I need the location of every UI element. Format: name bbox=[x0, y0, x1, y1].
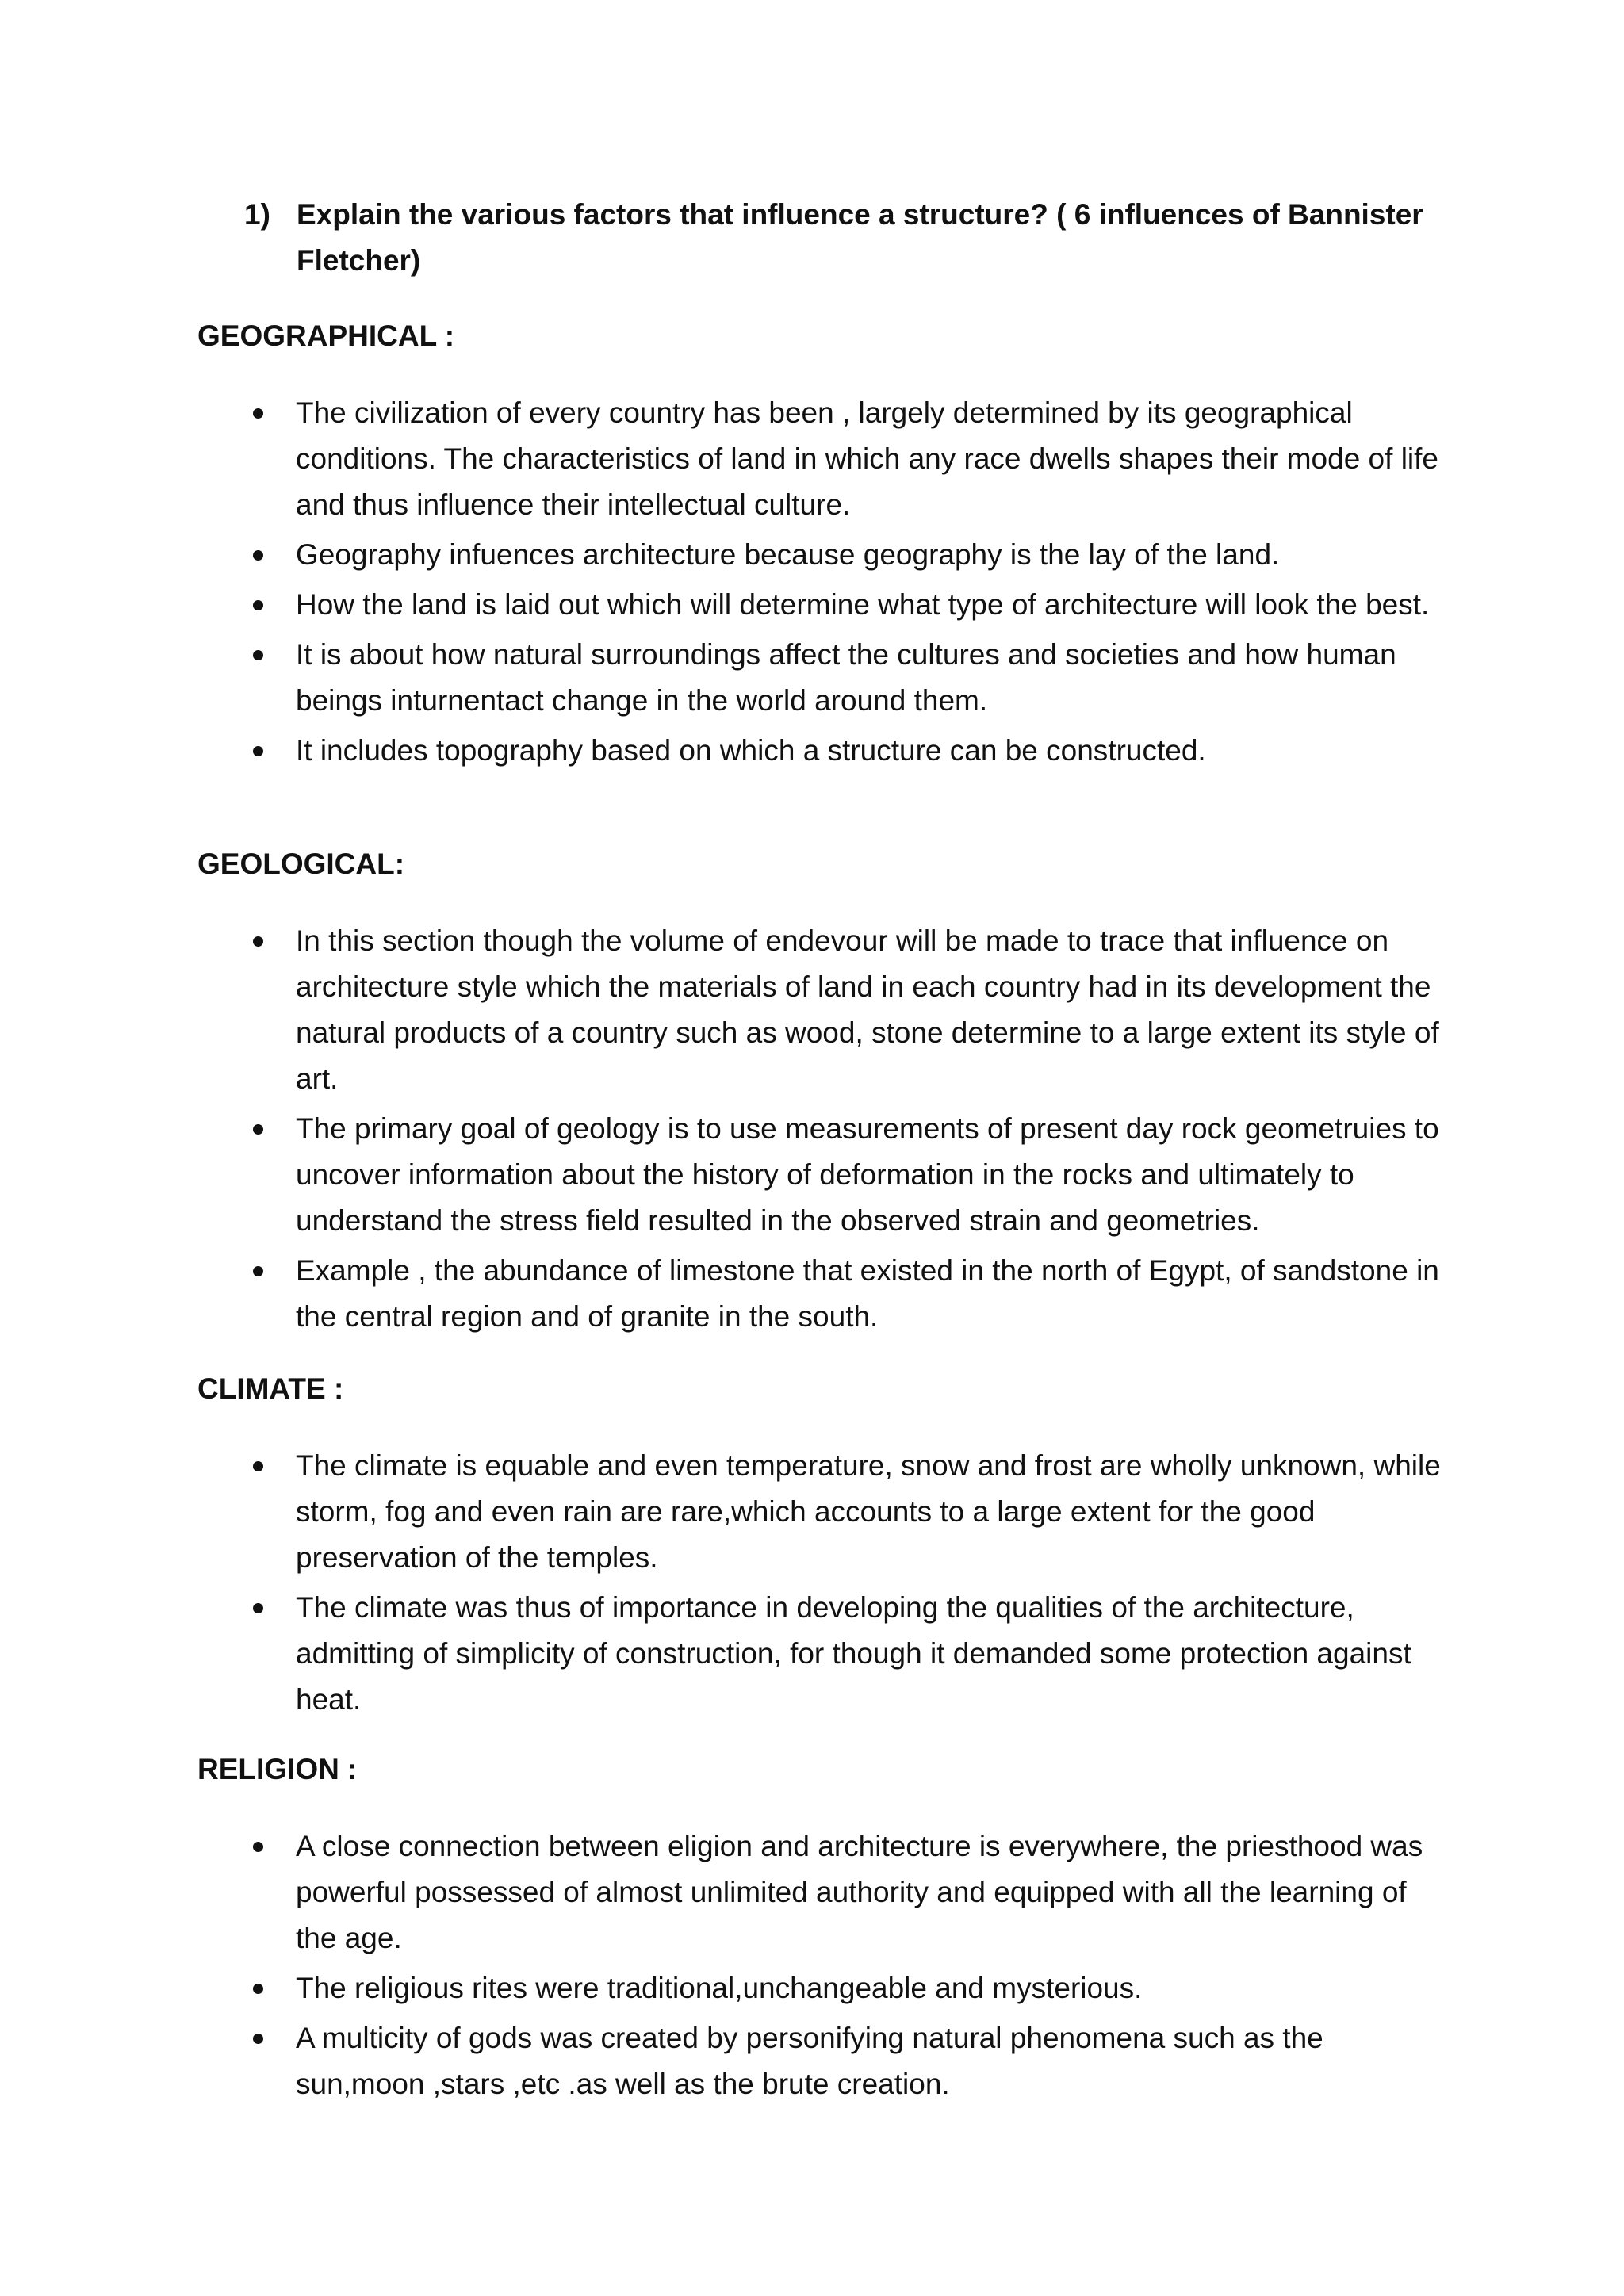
list-item: The civilization of every country has been , largely determined by its geographical conditions. The characteristics of land in which any race dwells shapes their mode of life and thus influence their intellectual culture. bbox=[296, 390, 1450, 528]
bullet-list-geographical bbox=[296, 390, 1450, 778]
list-item: How the land is laid out which will determine what type of architecture will look the best. bbox=[296, 582, 1450, 628]
list-item: The climate was thus of importance in developing the qualities of the architecture, admitting of simplicity of construction, for though it demanded some protection against heat. bbox=[296, 1585, 1450, 1723]
list-item: In this section though the volume of endevour will be made to trace that influence on architecture style which the materials of land in each country had in its development the natural products of a country such as wood, stone determine to a large extent its style of art. bbox=[296, 918, 1450, 1102]
question-number: 1) bbox=[244, 198, 270, 231]
question-heading bbox=[244, 192, 1450, 284]
section-heading-climate: CLIMATE : bbox=[197, 1372, 344, 1405]
list-item: The religious rites were traditional,unchangeable and mysterious. bbox=[296, 1965, 1450, 2011]
list-item: A multicity of gods was created by personifying natural phenomena such as the sun,moon ,stars ,etc .as well as the brute creation. bbox=[296, 2015, 1450, 2107]
bullet-list-geological bbox=[296, 918, 1450, 1344]
list-item: It is about how natural surroundings affect the cultures and societies and how human beings inturnentact change in the world around them. bbox=[296, 632, 1450, 724]
list-item: It includes topography based on which a structure can be constructed. bbox=[296, 728, 1450, 774]
bullet-list-religion bbox=[296, 1823, 1450, 2111]
question-text: Explain the various factors that influence a structure? ( 6 influences of Bannister Fletcher) bbox=[297, 198, 1423, 277]
list-item: The climate is equable and even temperature, snow and frost are wholly unknown, while storm, fog and even rain are rare,which accounts to a large extent for the good preservation of the temples. bbox=[296, 1443, 1450, 1581]
list-item: Geography infuences architecture because geography is the lay of the land. bbox=[296, 532, 1450, 578]
section-heading-geographical: GEOGRAPHICAL : bbox=[197, 320, 455, 352]
list-item: A close connection between eligion and architecture is everywhere, the priesthood was powerful possessed of almost unlimited authority and equipped with all the learning of the age. bbox=[296, 1823, 1450, 1961]
list-item: Example , the abundance of limestone that existed in the north of Egypt, of sandstone in the central region and of granite in the south. bbox=[296, 1248, 1450, 1340]
section-heading-geological: GEOLOGICAL: bbox=[197, 848, 405, 880]
bullet-list-climate bbox=[296, 1443, 1450, 1727]
section-heading-religion: RELIGION : bbox=[197, 1753, 358, 1785]
list-item: The primary goal of geology is to use measurements of present day rock geometruies to uncover information about the history of deformation in the rocks and ultimately to understand the stress field resulted in the observed strain and geometries. bbox=[296, 1106, 1450, 1244]
